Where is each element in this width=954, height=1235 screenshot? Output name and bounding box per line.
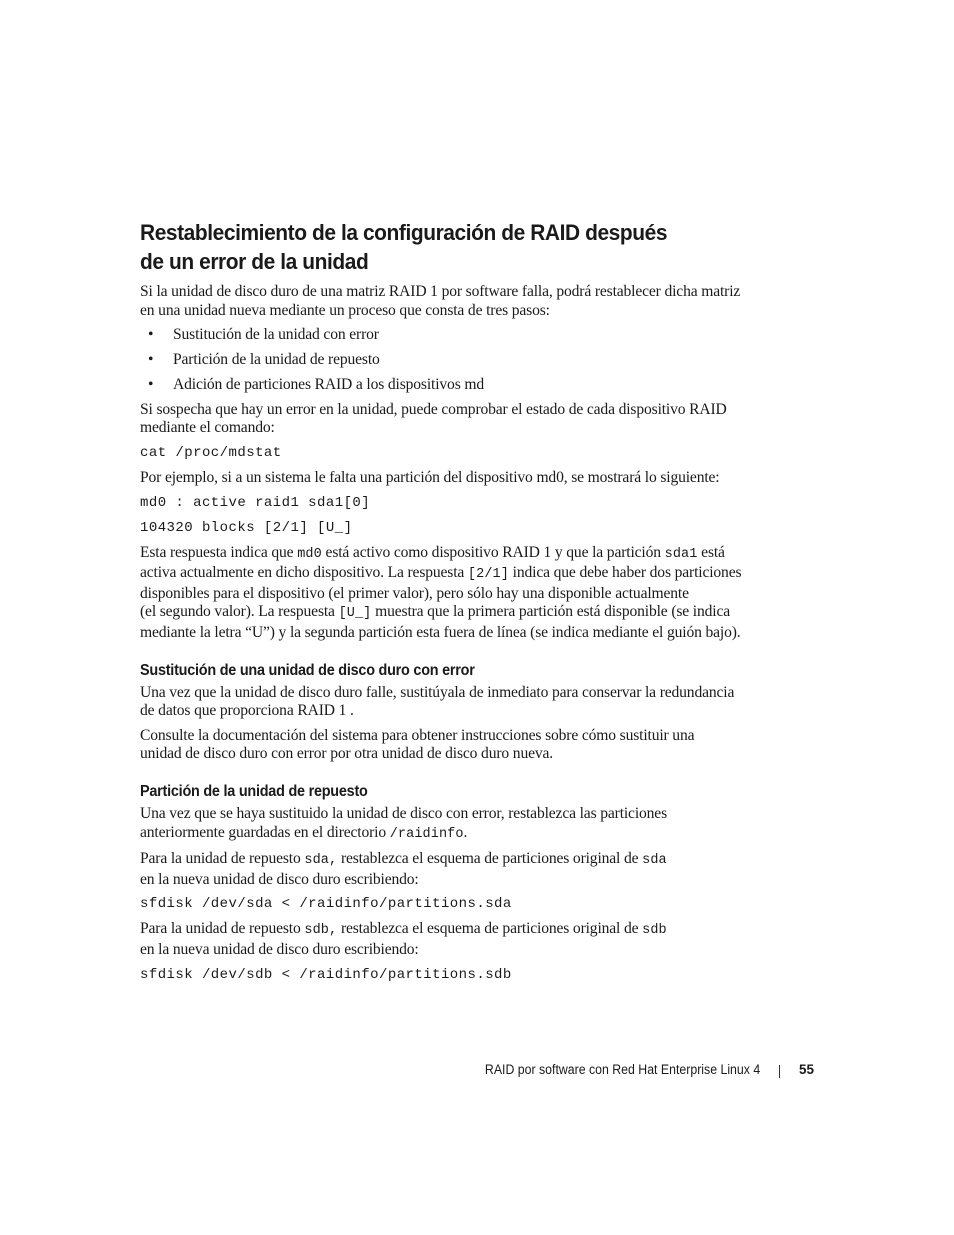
text-run: . bbox=[463, 823, 468, 841]
inline-code-sda: sda, bbox=[304, 853, 338, 869]
text-run: indica que debe haber dos particiones bbox=[508, 564, 742, 582]
sda-line-1 bbox=[140, 850, 770, 871]
page-title bbox=[140, 218, 772, 276]
intro-line-1: Si la unidad de disco duro de una matriz RAID 1 por software falla, podrá restablecer dicha matriz bbox=[140, 283, 741, 300]
text-run: está bbox=[697, 543, 725, 561]
bullet-icon: • bbox=[148, 375, 154, 393]
inline-code-sdb: sdb bbox=[642, 923, 667, 939]
replace-p1-line-1: Una vez que la unidad de disco duro falle, sustitúyala de inmediato para conservar la redundancia bbox=[140, 683, 735, 701]
text-run: restablezca el esquema de particiones original de bbox=[337, 850, 643, 868]
inline-code-2-1: [2/1] bbox=[467, 567, 509, 583]
replace-p2-line-1: Consulte la documentación del sistema para obtener instrucciones sobre cómo sustituir una bbox=[140, 726, 695, 744]
sda-line-2: en la nueva unidad de disco duro escribiendo: bbox=[140, 870, 419, 888]
inline-code-sdb: sdb, bbox=[304, 923, 338, 939]
text-run: restablezca el esquema de particiones original de bbox=[337, 920, 643, 938]
text-run: Esta respuesta indica que bbox=[140, 543, 298, 561]
explain-line-4 bbox=[140, 603, 770, 624]
text-run: anteriormente guardadas en el directorio bbox=[140, 823, 390, 841]
text-run: Para la unidad de repuesto bbox=[140, 850, 305, 868]
explain-line-5: mediante la letra “U”) y la segunda partición esta fuera de línea (se indica mediante el guión bajo). bbox=[140, 624, 741, 642]
list-item bbox=[140, 326, 770, 345]
page-title-line-2: de un error de la unidad bbox=[140, 249, 369, 274]
intro-paragraph bbox=[140, 283, 770, 320]
partition-paragraph-1 bbox=[140, 805, 770, 844]
page-content bbox=[140, 218, 770, 991]
list-item-text: Adición de particiones RAID a los dispositivos md bbox=[173, 375, 484, 393]
inline-code-sda1: sda1 bbox=[664, 546, 698, 562]
bullet-icon: • bbox=[148, 326, 154, 344]
sfdisk-sdb-command: sfdisk /dev/sdb < /raidinfo/partitions.sdb bbox=[140, 966, 512, 983]
mdstat-output-line-1: md0 : active raid1 sda1[0] bbox=[140, 494, 371, 511]
list-item-text: Partición de la unidad de repuesto bbox=[173, 351, 380, 369]
partition-p1-line-2 bbox=[140, 824, 770, 845]
intro-line-2: en una unidad nueva mediante un proceso que consta de tres pasos: bbox=[140, 301, 550, 319]
text-run: activa actualmente en dicho dispositivo. La respuesta bbox=[140, 564, 468, 582]
explain-line-1 bbox=[140, 544, 770, 565]
mdstat-command: cat /proc/mdstat bbox=[140, 445, 282, 462]
footer-title: RAID por software con Red Hat Enterprise Linux 4 bbox=[484, 1062, 760, 1077]
page-number: 55 bbox=[799, 1062, 814, 1077]
mdstat-output-line-2: 104320 blocks [2/1] [U_] bbox=[140, 519, 353, 536]
replace-paragraph-2 bbox=[140, 727, 770, 764]
text-run: Para la unidad de repuesto bbox=[140, 920, 305, 938]
list-item bbox=[140, 351, 770, 370]
check-paragraph bbox=[140, 401, 770, 438]
inline-code-raidinfo: /raidinfo bbox=[389, 826, 464, 842]
replace-paragraph-1 bbox=[140, 684, 770, 721]
bullet-icon: • bbox=[148, 351, 154, 369]
explain-line-2 bbox=[140, 564, 770, 585]
text-run: (el segundo valor). La respuesta bbox=[140, 603, 339, 621]
sfdisk-sda-command: sfdisk /dev/sda < /raidinfo/partitions.sda bbox=[140, 896, 512, 913]
explain-paragraph bbox=[140, 544, 770, 643]
sdb-paragraph bbox=[140, 920, 770, 959]
sdb-line-1 bbox=[140, 920, 770, 941]
replace-p1-line-2: de datos que proporciona RAID 1 . bbox=[140, 702, 354, 720]
inline-code-sda: sda bbox=[642, 853, 667, 869]
list-item bbox=[140, 376, 770, 395]
text-run: está activo como dispositivo RAID 1 y que la partición bbox=[321, 543, 665, 561]
explain-line-3: disponibles para el dispositivo (el primer valor), pero sólo hay una disponible actualmente bbox=[140, 584, 689, 602]
partition-p1-line-1: Una vez que se haya sustituido la unidad de disco con error, restablezca las particiones bbox=[140, 804, 667, 822]
inline-code-u: [U_] bbox=[338, 606, 372, 622]
page-title-line-1: Restablecimiento de la configuración de RAID después bbox=[140, 220, 668, 245]
sda-paragraph bbox=[140, 850, 770, 889]
check-line-2: mediante el comando: bbox=[140, 419, 275, 437]
section-heading-partition: Partición de la unidad de repuesto bbox=[140, 782, 368, 800]
example-line: Por ejemplo, si a un sistema le falta una partición del dispositivo md0, se mostrará lo siguiente: bbox=[140, 469, 720, 487]
check-line-1: Si sospecha que hay un error en la unidad, puede comprobar el estado de cada dispositivo RAID bbox=[140, 400, 727, 418]
example-paragraph bbox=[140, 469, 770, 488]
section-spacer bbox=[140, 770, 770, 782]
text-run: muestra que la primera partición está disponible (se indica bbox=[371, 603, 731, 621]
section-spacer bbox=[140, 649, 770, 661]
steps-list bbox=[140, 326, 770, 394]
footer-divider bbox=[779, 1065, 780, 1078]
list-item-text: Sustitución de la unidad con error bbox=[173, 326, 379, 344]
section-heading-replace: Sustitución de una unidad de disco duro con error bbox=[140, 661, 475, 679]
sdb-line-2: en la nueva unidad de disco duro escribiendo: bbox=[140, 940, 419, 958]
page-footer bbox=[0, 1061, 954, 1081]
replace-p2-line-2: unidad de disco duro con error por otra unidad de disco duro nueva. bbox=[140, 745, 554, 763]
inline-code-md0: md0 bbox=[297, 546, 322, 562]
